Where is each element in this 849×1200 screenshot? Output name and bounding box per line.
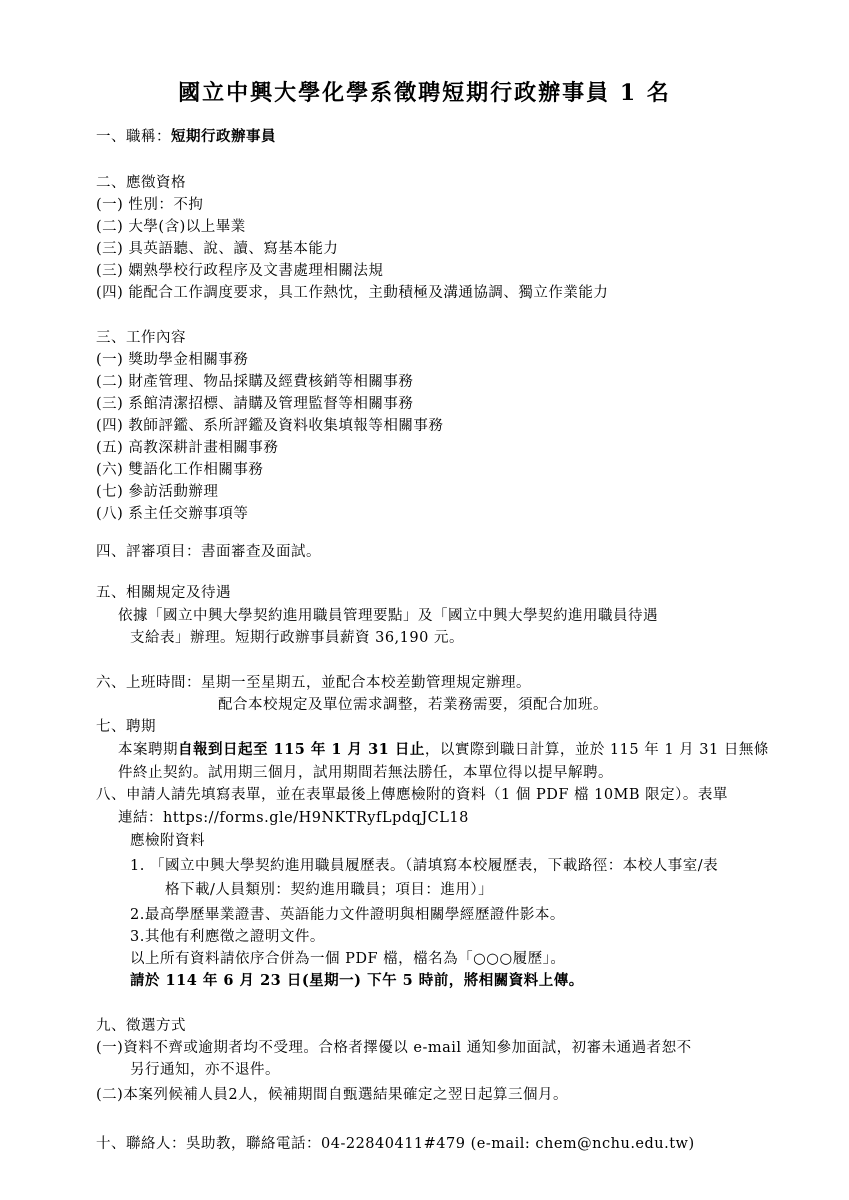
attachment-item: 3.其他有利應徵之證明文件。 bbox=[130, 929, 325, 945]
qualification-item: (三) 嫻熟學校行政程序及文書處理相關法規 bbox=[96, 263, 384, 279]
merge-note: 以上所有資料請依序合併為一個 PDF 檔，檔名為「○○○履歷」。 bbox=[130, 951, 566, 967]
attachments-heading: 應檢附資料 bbox=[130, 833, 205, 849]
employment-period-pre: 本案聘期 bbox=[118, 742, 178, 758]
application-link-label: 連結： bbox=[118, 810, 163, 826]
duty-item: (七) 參訪活動辦理 bbox=[96, 484, 219, 500]
work-hours-note: 配合本校規定及單位需求調整，若業務需要，須配合加班。 bbox=[218, 697, 608, 713]
attachment-item: 格下載/人員類別：契約進用職員；項目：進用）」 bbox=[165, 882, 494, 898]
employment-period-dates: 自報到日起至 115 年 1 月 31 日止 bbox=[178, 741, 425, 758]
regulations-text: 支給表」辦理。短期行政辦事員薪資 36,190 元。 bbox=[130, 630, 464, 646]
qualification-item: (四) 能配合工作調度要求，具工作熱忱，主動積極及溝通協調、獨立作業能力 bbox=[96, 285, 609, 301]
attachment-item: 2.最高學歷畢業證書、英語能力文件證明與相關學經歷證件影本。 bbox=[130, 907, 565, 923]
attachment-item: 1. 「國立中興大學契約進用職員履歷表。（請填寫本校履歷表，下載路徑：本校人事室/表 bbox=[130, 858, 719, 874]
employment-period-text bbox=[118, 740, 769, 760]
duties-heading: 三、工作內容 bbox=[96, 330, 186, 346]
qualification-item: (二) 大學(含)以上畢業 bbox=[96, 219, 246, 235]
employment-period-heading: 七、聘期 bbox=[96, 719, 156, 735]
work-hours: 六、上班時間：星期一至星期五，並配合本校差勤管理規定辦理。 bbox=[96, 675, 531, 691]
duty-item: (五) 高教深耕計畫相關事務 bbox=[96, 440, 279, 456]
duty-item: (三) 系館清潔招標、請購及管理監督等相關事務 bbox=[96, 396, 414, 412]
qualifications-heading: 二、應徵資格 bbox=[96, 175, 186, 191]
job-title-value: 短期行政辦事員 bbox=[171, 128, 276, 145]
page-title: 國立中興大學化學系徵聘短期行政辦事員 1 名 bbox=[178, 80, 671, 106]
employment-period-text: 件終止契約。試用期三個月，試用期間若無法勝任，本單位得以提早解聘。 bbox=[118, 765, 613, 781]
duty-item: (一) 獎助學金相關事務 bbox=[96, 352, 249, 368]
job-title-label: 一、職稱： bbox=[96, 129, 171, 145]
review-items: 四、評審項目：書面審查及面試。 bbox=[96, 544, 321, 560]
selection-item: 另行通知，亦不退件。 bbox=[130, 1062, 280, 1078]
contact-info: 十、聯絡人：吳助教，聯絡電話：04-22840411#479 (e-mail: chem@nchu.edu.tw) bbox=[96, 1136, 695, 1152]
application-link-line bbox=[118, 808, 469, 828]
job-title-line bbox=[96, 127, 276, 147]
employment-period-post: ，以實際到職日計算，並於 115 年 1 月 31 日無條 bbox=[424, 742, 769, 758]
qualification-item: (一) 性別：不拘 bbox=[96, 197, 204, 213]
regulations-text: 依據「國立中興大學契約進用職員管理要點」及「國立中興大學契約進用職員待遇 bbox=[118, 608, 658, 624]
duty-item: (四) 教師評鑑、系所評鑑及資料收集填報等相關事務 bbox=[96, 418, 444, 434]
application-form-link[interactable]: https://forms.gle/H9NKTRyfLpdqJCL18 bbox=[163, 810, 469, 826]
regulations-heading: 五、相關規定及待遇 bbox=[96, 585, 231, 601]
duty-item: (六) 雙語化工作相關事務 bbox=[96, 462, 264, 478]
selection-item: (二)本案列候補人員2人，候補期間自甄選結果確定之翌日起算三個月。 bbox=[96, 1087, 569, 1103]
duty-item: (二) 財產管理、物品採購及經費核銷等相關事務 bbox=[96, 374, 414, 390]
upload-deadline-text: 請於 114 年 6 月 23 日(星期一) 下午 5 時前，將相關資料上傳。 bbox=[130, 972, 584, 989]
selection-heading: 九、徵選方式 bbox=[96, 1018, 186, 1034]
duty-item: (八) 系主任交辦事項等 bbox=[96, 506, 249, 522]
qualification-item: (三) 具英語聽、說、讀、寫基本能力 bbox=[96, 241, 339, 257]
application-instructions: 八、申請人請先填寫表單，並在表單最後上傳應檢附的資料（1 個 PDF 檔 10MB 限定）。表單 bbox=[96, 787, 728, 803]
selection-item: (一)資料不齊或逾期者均不受理。合格者擇優以 e-mail 通知參加面試，初審未通過者恕不 bbox=[96, 1040, 692, 1056]
upload-deadline bbox=[130, 971, 584, 991]
